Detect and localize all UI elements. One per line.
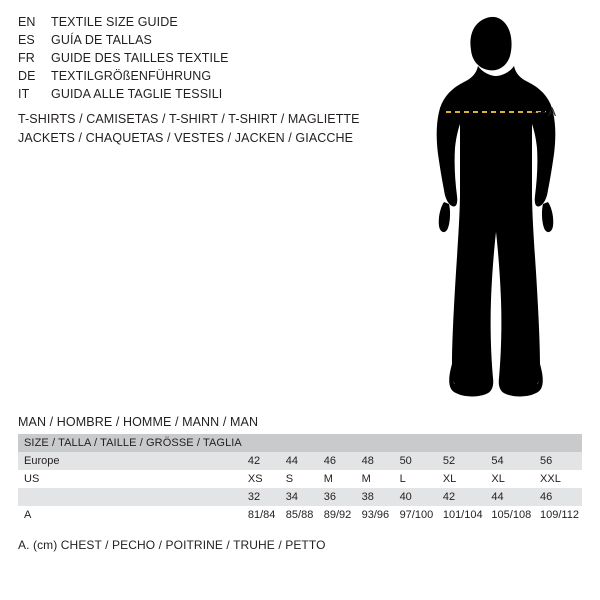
row-header-label [18, 488, 242, 506]
cell: 101/104 [437, 506, 486, 524]
garment-category-tshirts: T-SHIRTS / CAMISETAS / T-SHIRT / T-SHIRT / MAGLIETTE [18, 112, 360, 126]
cell: 50 [394, 452, 437, 470]
measure-marker-label-a: A [548, 105, 557, 119]
language-row [18, 15, 378, 33]
language-row [18, 87, 378, 105]
cell: 56 [534, 452, 582, 470]
language-code: DE [18, 69, 36, 83]
size-table [18, 434, 582, 524]
cell: XXL [534, 470, 582, 488]
cell: 44 [280, 452, 318, 470]
language-row [18, 33, 378, 51]
cell: 54 [485, 452, 534, 470]
cell: XL [485, 470, 534, 488]
table-title-man: MAN / HOMBRE / HOMME / MANN / MAN [18, 415, 259, 429]
table-row [18, 434, 582, 452]
row-header-label: A [18, 506, 242, 524]
cell [534, 434, 582, 452]
cell: 52 [437, 452, 486, 470]
language-row [18, 51, 378, 69]
cell [485, 434, 534, 452]
language-code: IT [18, 87, 30, 101]
row-header-label: US [18, 470, 242, 488]
cell: M [318, 470, 356, 488]
language-title: GUIDA ALLE TAGLIE TESSILI [51, 87, 223, 101]
table-row [18, 506, 582, 524]
cell: 105/108 [485, 506, 534, 524]
table-row [18, 470, 582, 488]
cell: S [280, 470, 318, 488]
cell: 81/84 [242, 506, 280, 524]
cell: L [394, 470, 437, 488]
row-header-label: Europe [18, 452, 242, 470]
cell: 85/88 [280, 506, 318, 524]
row-header-label: SIZE / TALLA / TAILLE / GRÖSSE / TAGLIA [18, 434, 242, 452]
language-title: GUÍA DE TALLAS [51, 33, 152, 47]
cell: 32 [242, 488, 280, 506]
cell: 42 [242, 452, 280, 470]
cell: 38 [356, 488, 394, 506]
cell: M [356, 470, 394, 488]
size-table-zone [18, 415, 582, 552]
cell: 109/112 [534, 506, 582, 524]
cell [356, 434, 394, 452]
language-row [18, 69, 378, 87]
table-row [18, 488, 582, 506]
cell: 44 [485, 488, 534, 506]
cell: 42 [437, 488, 486, 506]
cell: 34 [280, 488, 318, 506]
cell: XL [437, 470, 486, 488]
cell [280, 434, 318, 452]
cell [437, 434, 486, 452]
measure-leader-line [533, 112, 546, 113]
language-code: FR [18, 51, 35, 65]
language-code: ES [18, 33, 35, 47]
language-code: EN [18, 15, 36, 29]
language-list [18, 15, 378, 105]
language-title: GUIDE DES TAILLES TEXTILE [51, 51, 229, 65]
table-footnote: A. (cm) CHEST / PECHO / POITRINE / TRUHE / PETTO [18, 538, 326, 552]
cell [318, 434, 356, 452]
cell: 89/92 [318, 506, 356, 524]
cell [242, 434, 280, 452]
garment-category-jackets: JACKETS / CHAQUETAS / VESTES / JACKEN / GIACCHE [18, 131, 354, 145]
cell: 97/100 [394, 506, 437, 524]
language-title: TEXTILE SIZE GUIDE [51, 15, 178, 29]
cell: 46 [318, 452, 356, 470]
language-title: TEXTILGRÖßENFÜHRUNG [51, 69, 212, 83]
cell: 36 [318, 488, 356, 506]
cell [394, 434, 437, 452]
cell: XS [242, 470, 280, 488]
cell: 40 [394, 488, 437, 506]
garment-category-list [18, 112, 418, 150]
male-silhouette-figure [400, 12, 590, 402]
cell: 46 [534, 488, 582, 506]
cell: 93/96 [356, 506, 394, 524]
table-row [18, 452, 582, 470]
cell: 48 [356, 452, 394, 470]
